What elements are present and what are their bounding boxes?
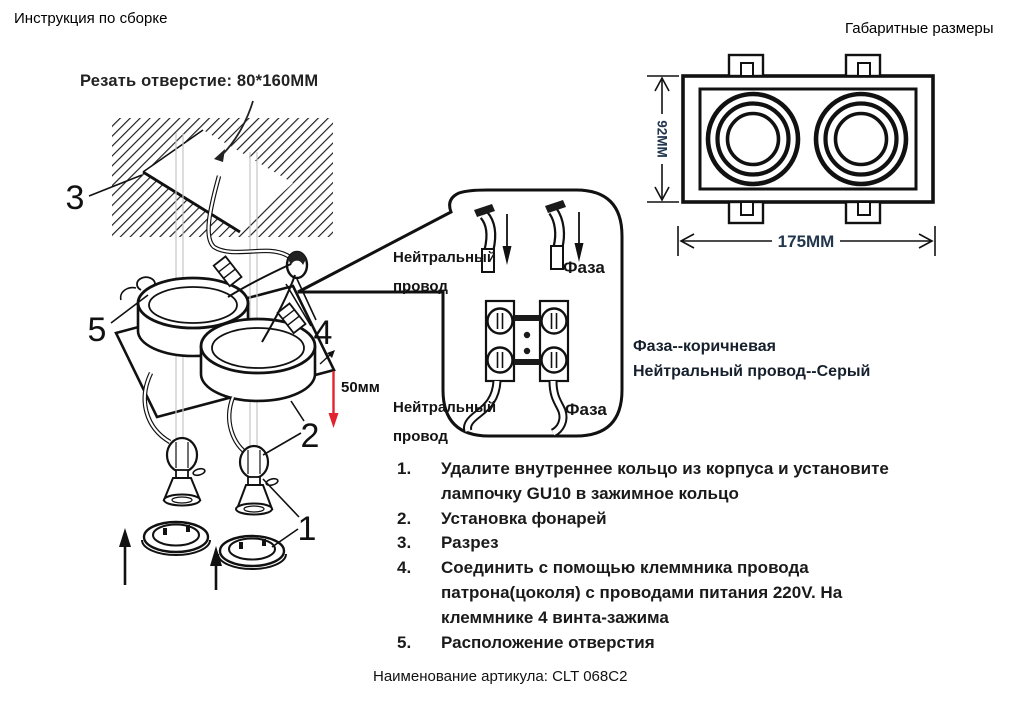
step-number: 5. (397, 632, 412, 652)
callout-5: 5 (87, 311, 107, 349)
clamp-ring-left (142, 522, 210, 555)
dimensions-title: Габаритные размеры (845, 20, 994, 37)
legend-phase: Фаза--коричневая (633, 338, 776, 355)
step-text: Расположение отверстия (441, 632, 655, 652)
step-number: 4. (397, 558, 412, 578)
width-dimension (678, 226, 935, 256)
depth-label: 50мм (341, 379, 380, 396)
label-neutral-bottom: Нейтральный провод (393, 399, 497, 445)
height-dimension (647, 76, 679, 202)
height-value: 92MM (654, 120, 670, 158)
callout-1: 1 (297, 510, 317, 548)
step-number: 3. (397, 533, 412, 553)
step-4 (397, 556, 902, 630)
step-text: Соединить с помощью клеммника провода патрона(цоколя) с проводами питания 220V. На клеммнике 4 винта-зажима (441, 558, 843, 627)
label-neutral-top: Нейтральный провод (393, 249, 497, 295)
dimension-drawing (630, 40, 960, 265)
callout-4: 4 (313, 314, 333, 352)
fixture-body (683, 76, 933, 202)
cut-hole-note: Резать отверстие: 80*160MM (80, 72, 319, 90)
step-3 (397, 531, 902, 556)
screw-oval (192, 468, 205, 477)
callout-3: 3 (65, 179, 85, 217)
step-number: 1. (397, 459, 412, 478)
page-title: Инструкция по сборке (14, 10, 168, 27)
screw-oval (265, 478, 278, 487)
socket-lamp-right (236, 446, 272, 515)
step-2 (397, 507, 902, 532)
article-name: Наименование артикула: CLT 068C2 (373, 668, 628, 685)
label-phase-bottom: Фаза (565, 400, 607, 419)
step-text: Разрез (441, 533, 499, 553)
width-value: 175MM (777, 232, 835, 251)
assembly-steps (397, 457, 902, 655)
step-number: 2. (397, 508, 412, 528)
clamp-ring-right (218, 536, 286, 569)
label-phase-top: Фаза (563, 258, 605, 277)
step-5 (397, 631, 902, 656)
step-text: Установка фонарей (441, 508, 607, 528)
rotate-arrow-icon (121, 288, 136, 300)
legend-neutral: Нейтральный провод--Серый (633, 363, 871, 380)
up-arrow-icon (119, 528, 131, 585)
step-text: Удалите внутреннее кольцо из корпуса и установите лампочку GU10 в зажимное кольцо (441, 459, 889, 503)
step-1 (397, 457, 902, 507)
callout-2: 2 (300, 417, 320, 455)
